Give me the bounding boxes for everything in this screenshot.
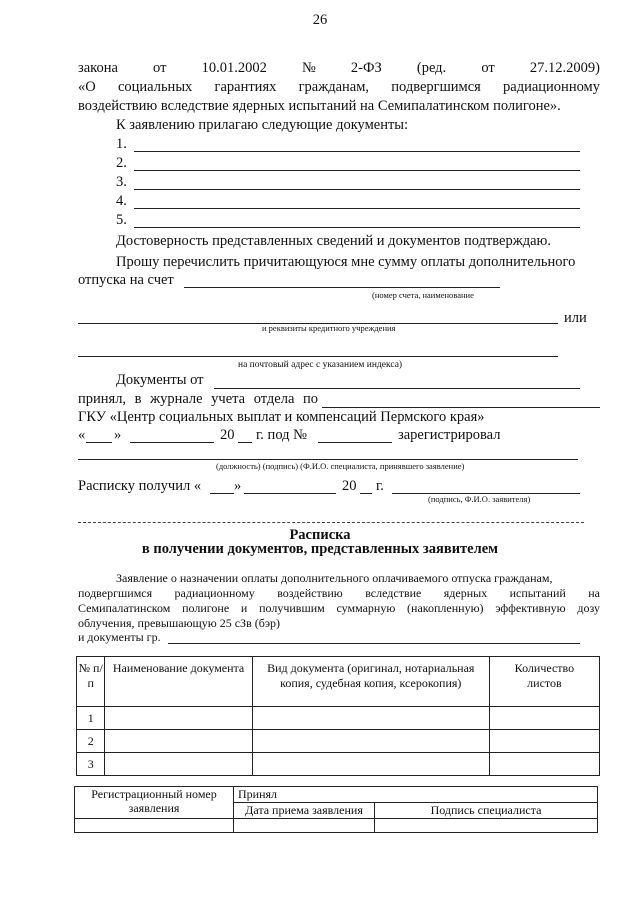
sheets-cell[interactable] [489,753,599,776]
doc-name-cell[interactable] [105,707,252,730]
doc-type-cell[interactable] [252,707,489,730]
doc-item-line[interactable] [134,208,580,209]
doc-item-number: 2. [116,155,127,171]
para-word: испытаний [509,586,566,600]
request-line-1: Прошу перечислить причитающуюся мне сумму оплаты дополнительного [116,254,576,270]
law-word: гражданам, [298,79,370,95]
para-word: вследствие [365,586,422,600]
accepted-word: по [302,391,318,407]
receipt-g: г. [376,478,384,494]
doc-item-number: 1. [116,136,127,152]
doc-name-cell[interactable] [105,730,252,753]
law-word: № [301,60,316,76]
attach-heading: К заявлению прилагаю следующие документы: [116,117,409,133]
docs-from-line[interactable] [214,388,580,389]
documents-table [76,656,600,776]
row-number: 1 [77,707,105,730]
account-caption: (номер счета, наименование [372,290,474,300]
cut-line [78,522,584,523]
doc-item-line[interactable] [134,227,580,228]
para-word: ядерных [443,586,488,600]
doc-item-line[interactable] [134,170,580,171]
header-doc-type: Вид документа (оригинал, нотариальная копия, судебная копия, ксерокопия) [252,657,489,707]
under-number-label: г. под № [256,427,307,443]
accepted-header: Принял [234,787,598,803]
law-word: (ред. [416,60,447,76]
row-number: 2 [77,730,105,753]
receipt-year-prefix: 20 [342,478,357,494]
accepted-word: учета [211,391,246,407]
reg-number-cell[interactable] [75,819,234,833]
table-row [77,753,600,776]
law-line-3: воздействию вследствие ядерных испытаний на Семипалатинском полигоне». [78,98,561,114]
para-word: дозу [577,601,600,615]
doc-type-cell[interactable] [252,730,489,753]
specialist-sign-cell[interactable] [375,819,598,833]
reg-number-line[interactable] [318,442,392,443]
law-line-1 [78,60,600,77]
date-received-header: Дата приема заявления [234,803,375,819]
doc-type-cell[interactable] [252,753,489,776]
law-word: от [153,60,167,76]
para-word: эффективную [495,601,566,615]
accepted-word: в [134,391,142,407]
date-open-quote: « [78,427,86,443]
year-prefix: 20 [220,427,235,443]
reg-number-header: Регистрационный номер заявления [75,787,234,819]
registration-table [74,786,598,833]
documents-of-label: и документы гр. [78,630,161,644]
law-word: «О [78,79,96,95]
para-word: радиационному [174,586,255,600]
law-word: 27.12.2009) [529,60,600,76]
table-row [77,730,600,753]
receipt-day-line[interactable] [210,493,234,494]
para-word: суммарную [336,601,396,615]
address-caption: на почтовый адрес с указанием индекса) [238,360,403,370]
bank-caption: и реквизиты кредитного учреждения [262,323,396,333]
header-number: № п/п [77,657,105,707]
doc-name-cell[interactable] [105,753,252,776]
request-line-2: отпуска на счет [78,272,174,288]
law-line-2 [78,79,600,96]
doc-item-line[interactable] [134,189,580,190]
citizen-name-line[interactable] [168,643,580,644]
law-word: 10.01.2002 [201,60,267,76]
month-line[interactable] [130,442,214,443]
reg-row-values [75,819,598,833]
department-line[interactable] [322,407,600,408]
row-number: 3 [77,753,105,776]
law-word: подвергшимся [391,79,481,95]
para-word: полигоне [182,601,230,615]
receipt-month-line[interactable] [244,493,336,494]
receipt-para-line-4: облучения, превышающую 25 сЗв (бэр) [78,616,280,630]
receipt-para-line-1: Заявление о назначении оплаты дополнительного оплачиваемого отпуска гражданам, [116,571,553,585]
day-line[interactable] [86,442,112,443]
docs-from-label: Документы от [116,372,204,388]
para-word: и [240,601,248,615]
para-word: получившим [259,601,325,615]
receipt-title: Расписка [289,527,351,543]
para-word: воздействию [277,586,343,600]
accepted-line [78,391,318,408]
para-word: (накопленную) [407,601,484,615]
year-line[interactable] [238,442,252,443]
law-word: социальных [117,79,193,95]
receipt-year-line[interactable] [360,493,372,494]
date-close-quote: » [114,427,122,443]
para-word: подвергшимся [78,586,153,600]
specialist-sign-header: Подпись специалиста [375,803,598,819]
sheets-cell[interactable] [489,730,599,753]
law-word: закона [78,60,118,76]
applicant-sign-caption: (подпись, Ф.И.О. заявителя) [428,494,531,504]
doc-item-number: 3. [116,174,127,190]
header-doc-name: Наименование документа [105,657,252,707]
receipt-subtitle: в получении документов, представленных заявителем [141,541,499,557]
specialist-caption: (должность) (подпись) (Ф.И.О. специалиста, принявшего заявление) [216,461,465,471]
receipt-para-line-2 [78,586,600,601]
account-line[interactable] [184,287,500,288]
doc-item-number: 4. [116,193,127,209]
law-word: гарантиях [214,79,277,95]
law-word: радиационному [503,79,600,95]
doc-item-line[interactable] [134,151,580,152]
header-sheets: Количество листов [489,657,599,707]
doc-item-number: 5. [116,212,127,228]
accepted-word: отдела [253,391,295,407]
date-received-cell[interactable] [234,819,375,833]
para-word: на [588,586,600,600]
receipt-received-label: Расписку получил « [78,478,202,494]
accepted-word: журнале [150,391,203,407]
org-name: ГКУ «Центр социальных выплат и компенсаций Пермского края» [78,409,485,425]
registered-label: зарегистрировал [398,427,501,443]
sheets-cell[interactable] [489,707,599,730]
page-number: 26 [312,12,328,28]
address-line[interactable] [78,356,558,357]
accepted-word: принял, [78,391,127,407]
receipt-close-quote: » [234,478,242,494]
law-word: 2-ФЗ [350,60,382,76]
law-word: от [481,60,495,76]
receipt-para-line-3 [78,601,600,616]
confirm-text: Достоверность представленных сведений и документов подтверждаю. [116,233,551,249]
reg-row-top [75,787,598,803]
specialist-line[interactable] [78,459,578,460]
para-word: Семипалатинском [78,601,171,615]
table-row [77,707,600,730]
table-header-row [77,657,600,707]
or-text: или [564,310,587,326]
